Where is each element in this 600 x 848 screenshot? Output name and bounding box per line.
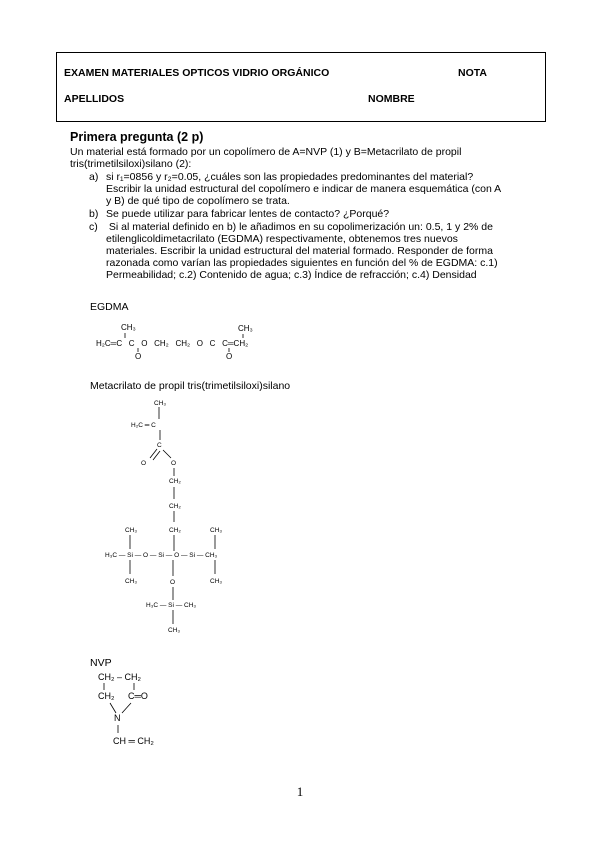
exam-title: EXAMEN MATERIALES OPTICOS VIDRIO ORGÁNICO <box>64 67 330 79</box>
meta-o-double: O <box>141 460 147 467</box>
egdma-label: EGDMA <box>90 301 129 313</box>
question-title: Primera pregunta (2 p) <box>70 130 204 144</box>
item-c-line-1: Si al material definido en b) le añadimos en su copolimerización un: 0.5, 1 y 2% de <box>106 221 493 233</box>
meta-ch3-b: CH₃ <box>210 527 223 534</box>
item-a-marker: a) <box>89 171 99 183</box>
meta-ch3-a: CH₃ <box>125 527 138 534</box>
question-intro-line-1: Un material está formado por un copolímero de A=NVP (1) y B=Metacrilato de propil <box>70 146 462 158</box>
item-a-line-1: si r₁=0856 y r₂=0.05, ¿cuáles son las propiedades predominantes del material? <box>106 171 474 183</box>
item-b-line-1: Se puede utilizar para fabricar lentes de contacto? ¿Porqué? <box>106 208 390 220</box>
item-c-line-3: materiales. Escribir la unidad estructural del material formado. Responder de forma <box>106 245 493 257</box>
meta-h2c-c: H₂C ═ C <box>131 422 156 429</box>
egdma-top-ch3-right: CH₃ <box>238 324 253 333</box>
meta-si-bottom: H₃C — Si — CH₃ <box>146 602 197 609</box>
nvp-row2-right: C═O <box>128 691 148 701</box>
meta-ch3-e: CH₃ <box>168 627 181 634</box>
item-c-line-2: etilenglicoldimetacrilato (EGDMA) respectivamente, obtenemos tres nuevos <box>106 233 458 245</box>
metacrilato-label: Metacrilato de propil tris(trimetilsiloxi)silano <box>90 380 291 392</box>
egdma-o-right: O <box>226 352 233 361</box>
nota-label: NOTA <box>458 67 487 79</box>
meta-c-carbonyl: C <box>157 442 162 449</box>
question-intro-line-2: tris(trimetilsiloxi)silano (2): <box>70 158 192 170</box>
meta-ch2-2: CH₂ <box>169 503 181 510</box>
item-a-line-2: Escribir la unidad estructural del copolímero e indicar de manera esquemática (con A <box>106 183 502 195</box>
nvp-row2-left: CH₂ <box>98 691 115 701</box>
meta-ch2-3: CH₂ <box>169 527 181 534</box>
meta-ch2-1: CH₂ <box>169 478 181 485</box>
meta-o-single: O <box>171 460 177 467</box>
meta-ch3-d: CH₃ <box>210 578 223 585</box>
meta-o-bottom: O <box>170 579 176 586</box>
nvp-ring-bond-right <box>122 703 131 713</box>
item-c-line-4: razonada como varían las propiedades siguientes en función del % de EGDMA: c.1) <box>106 257 498 269</box>
page-number: 1 <box>296 784 304 799</box>
apellidos-label: APELLIDOS <box>64 93 125 105</box>
item-c-line-5: Permeabilidad; c.2) Contenido de agua; c.3) Índice de refracción; c.4) Densidad <box>106 269 477 281</box>
meta-si-row: H₃C — Si — O — Si — O — Si — CH₃ <box>105 552 218 559</box>
meta-ester-bond <box>163 450 171 458</box>
nvp-n: N <box>114 713 121 723</box>
item-a-line-3: y B) de qué tipo de copolímero se trata. <box>106 195 290 207</box>
nvp-label: NVP <box>90 657 112 669</box>
nombre-label: NOMBRE <box>368 93 415 105</box>
item-c-marker: c) <box>89 221 98 233</box>
meta-ch3-c: CH₃ <box>125 578 138 585</box>
nvp-ring-bond-left <box>110 703 116 713</box>
meta-ch3-top: CH₃ <box>154 400 167 407</box>
egdma-top-ch3-left: CH₃ <box>121 323 136 332</box>
egdma-main-chain: H₂C═C C O CH₂ CH₂ O C C═CH₂ <box>96 339 249 348</box>
nvp-row4: CH ═ CH₂ <box>113 736 154 746</box>
egdma-o-left: O <box>135 352 142 361</box>
item-b-marker: b) <box>89 208 99 220</box>
nvp-row1: CH₂ – CH₂ <box>98 672 141 682</box>
